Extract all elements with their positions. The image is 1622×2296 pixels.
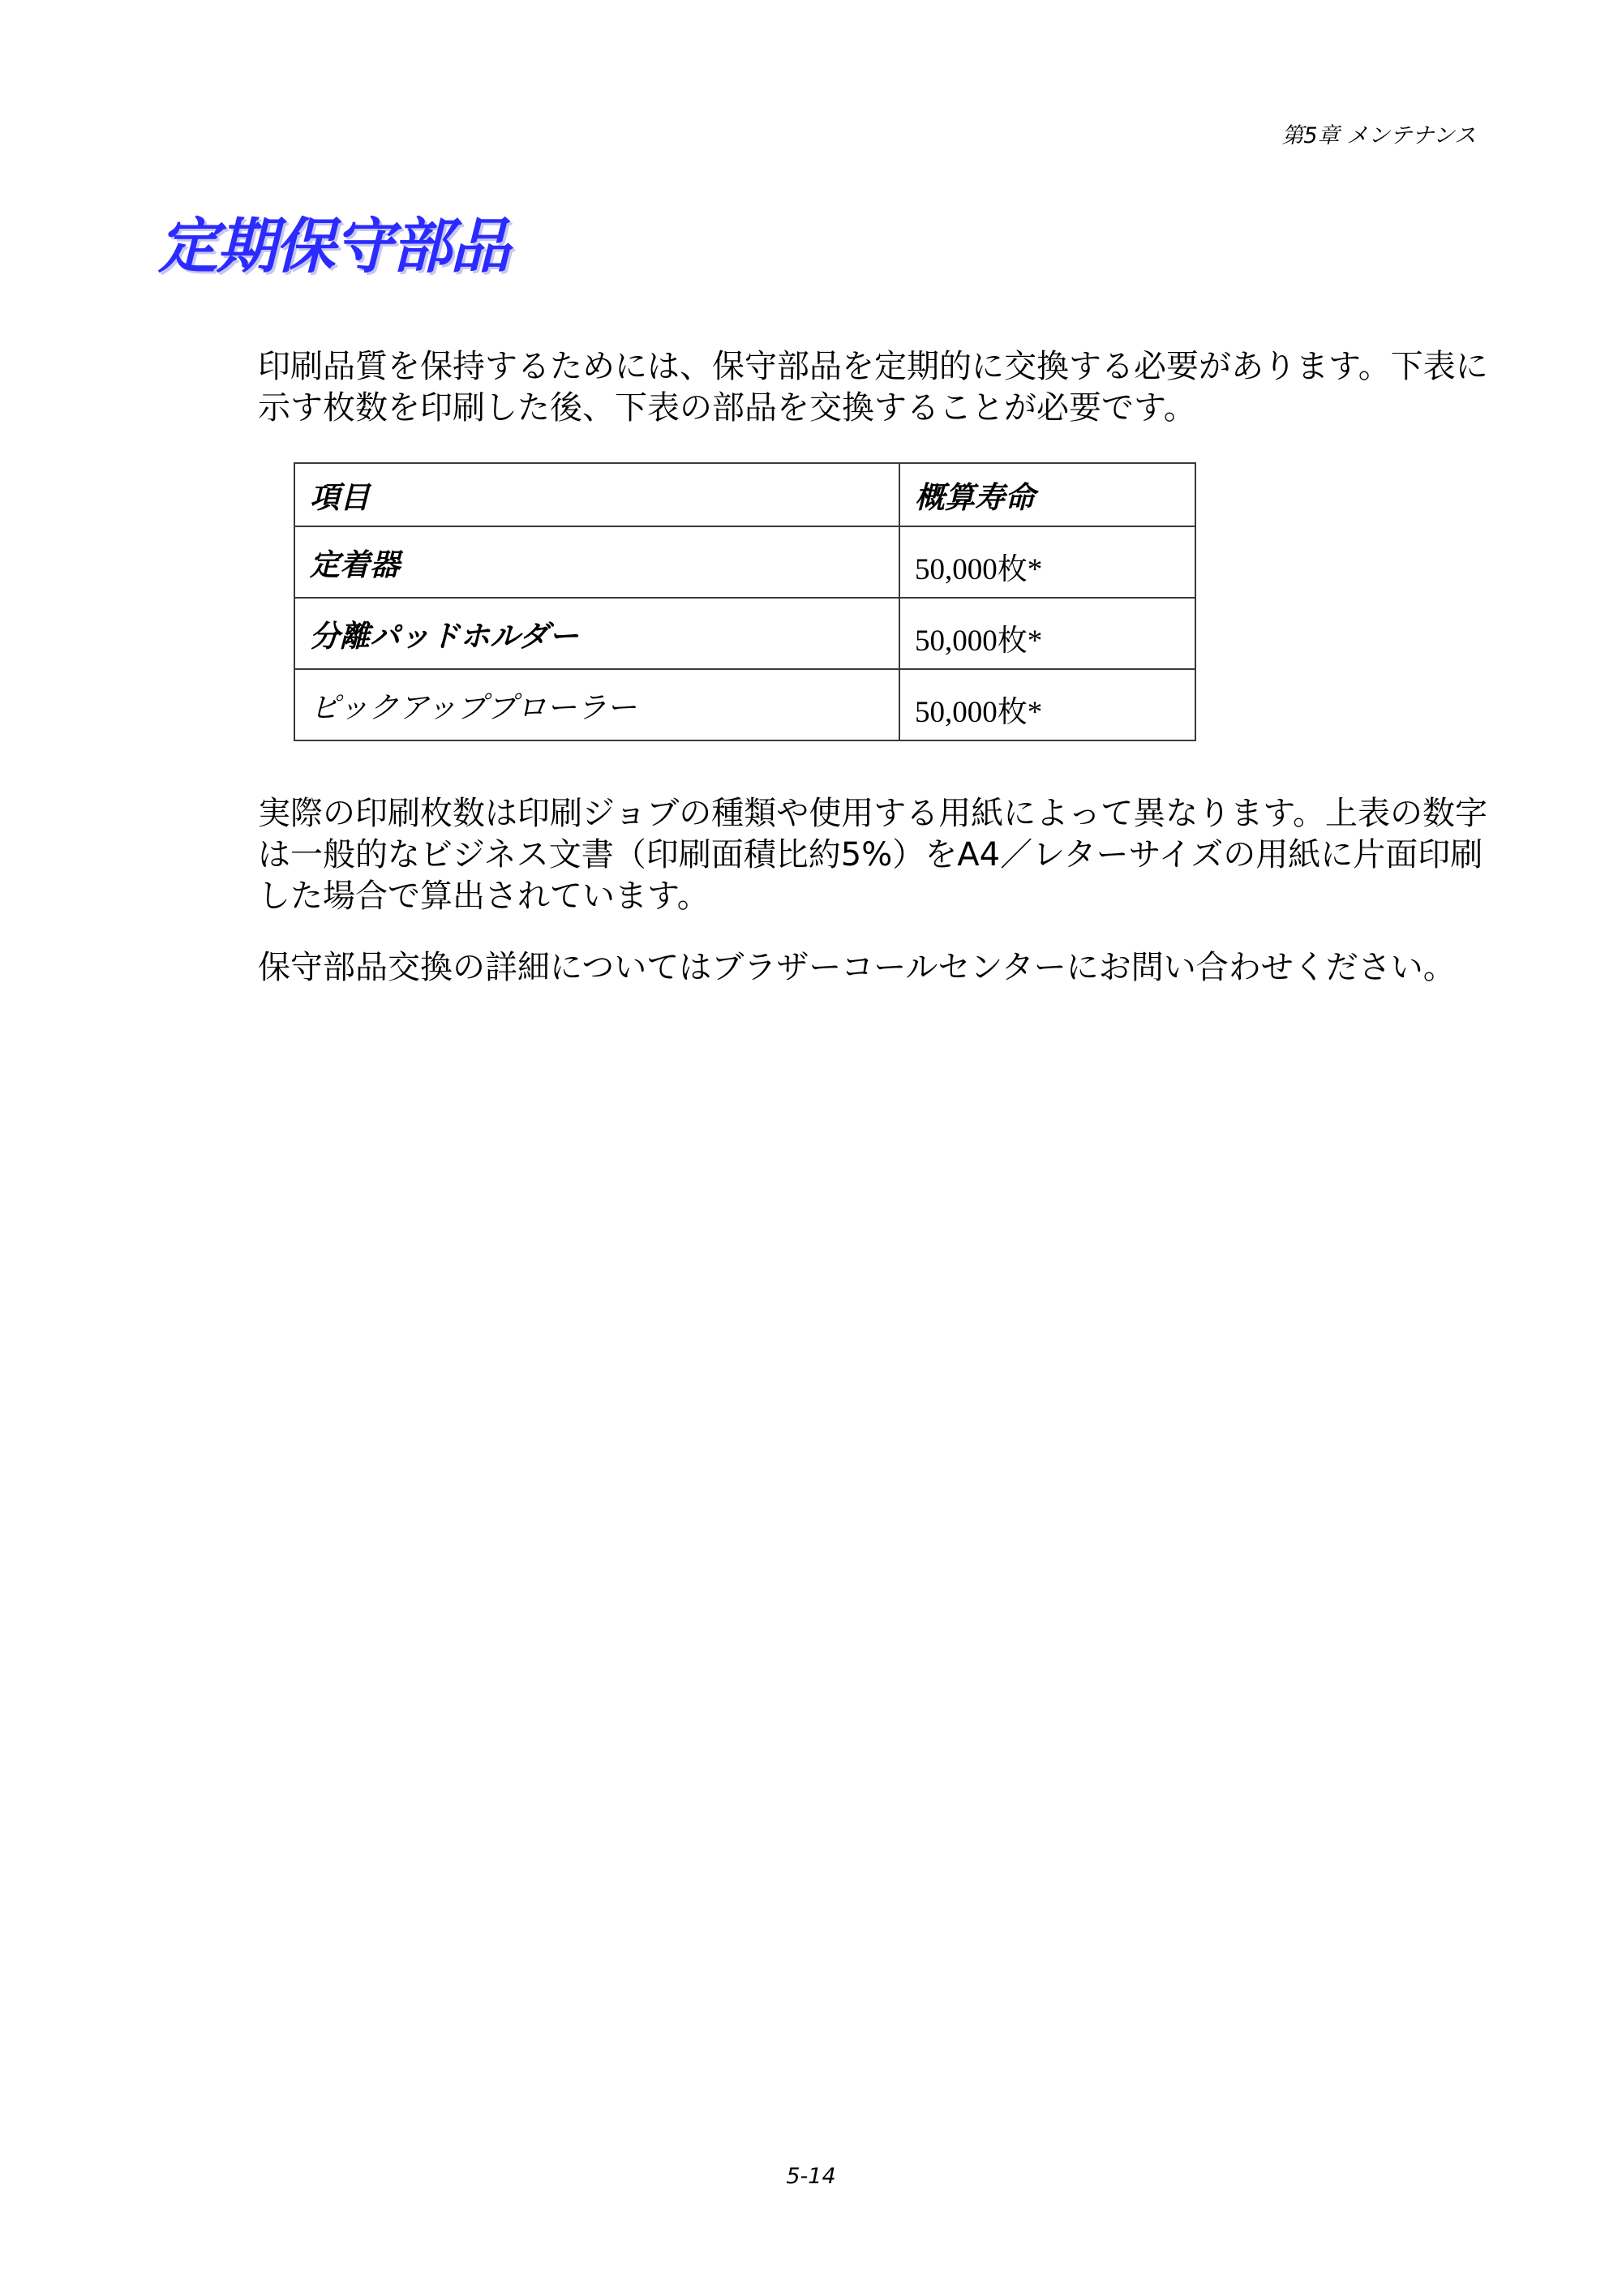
table-row <box>294 598 1195 669</box>
column-header-life: 概算寿命 <box>899 463 1195 526</box>
table-header-row <box>294 463 1195 526</box>
part-life-cell: 50,000枚* <box>899 526 1195 598</box>
contact-paragraph: 保守部品交換の詳細についてはブラザーコールセンターにお問い合わせください。 <box>258 949 1456 986</box>
intro-paragraph: 印刷品質を保持するためには、保守部品を定期的に交換する必要があります。下表に示す枚数を印刷した後、下表の部品を交換することが必要です。 <box>258 348 1488 427</box>
column-header-item: 項目 <box>294 463 899 526</box>
page-number: 5-14 <box>786 2164 836 2189</box>
table-row <box>294 526 1195 598</box>
part-name-cell: 定着器 <box>294 526 899 598</box>
part-name-cell: 分離パッドホルダー <box>294 598 899 669</box>
part-life-cell: 50,000枚* <box>899 669 1195 740</box>
part-name-cell: ピックアッププローラー <box>294 669 899 740</box>
note-paragraph: 実際の印刷枚数は印刷ジョブの種類や使用する用紙によって異なります。上表の数字は一般的なビジネス文書（印刷面積比約5%）をA4／レターサイズの用紙に片面印刷した場合で算出されています。 <box>258 795 1487 915</box>
table-row <box>294 669 1195 740</box>
part-life-cell: 50,000枚* <box>899 598 1195 669</box>
running-header: 第5章 メンテナンス <box>1281 123 1476 148</box>
maintenance-parts-table <box>294 462 1196 741</box>
page-title: 定期保守部品 <box>158 212 508 281</box>
